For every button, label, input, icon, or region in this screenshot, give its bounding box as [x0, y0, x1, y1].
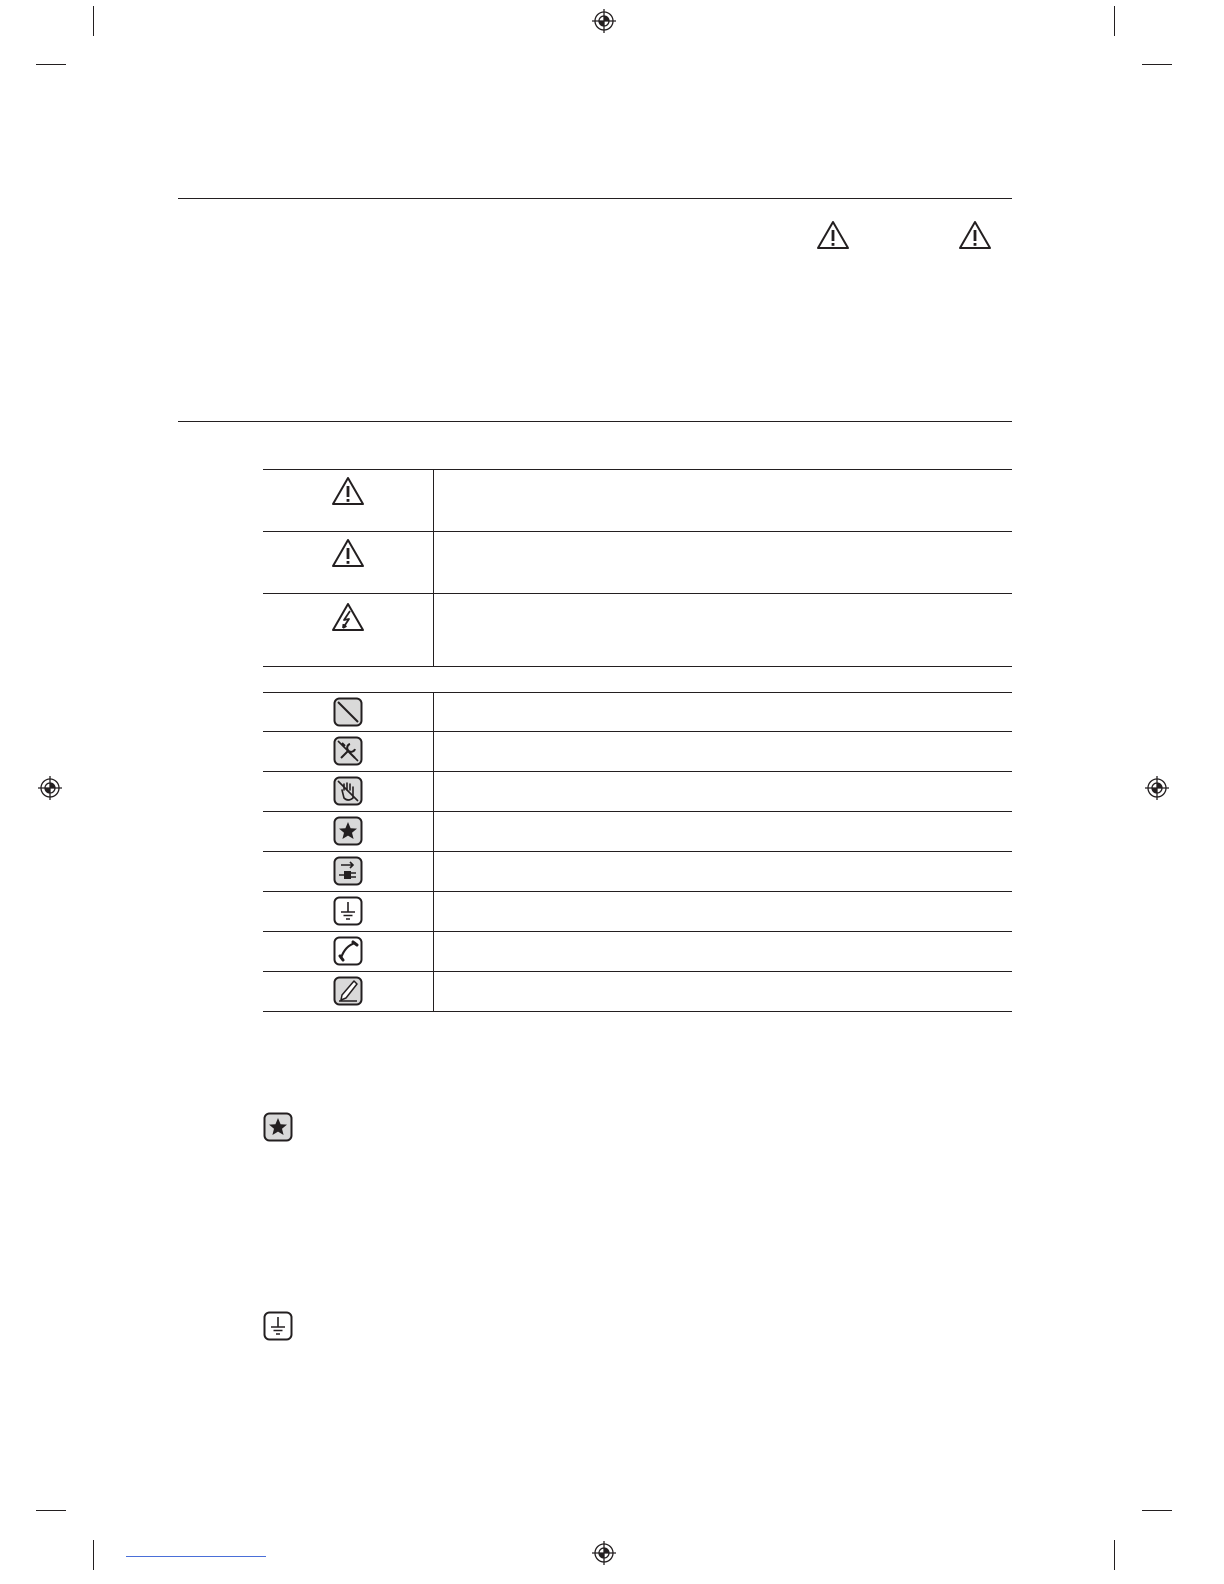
table-cell-icon [263, 932, 434, 972]
table-cell-text [434, 852, 1012, 892]
follow-instructions-star-icon [333, 816, 363, 846]
hazard-symbol-table [263, 469, 1012, 666]
table-cell-text [434, 732, 1012, 772]
table-cell-text [434, 972, 1012, 1011]
warning-triangle-icon [331, 476, 365, 506]
table-row [263, 531, 1012, 594]
table-row [263, 971, 1012, 1012]
table-cell-text [434, 470, 1012, 532]
follow-instructions-star-icon [263, 1112, 293, 1142]
note-icon [333, 976, 363, 1006]
table-cell-icon [263, 594, 434, 666]
table-cell-icon [263, 972, 434, 1011]
registration-mark-icon [37, 775, 63, 801]
registration-mark-icon [591, 8, 617, 34]
section-divider-top [178, 198, 1012, 199]
table-cell-icon [263, 812, 434, 852]
table-row [263, 891, 1012, 932]
contact-service-icon [333, 936, 363, 966]
section-divider-middle [178, 421, 1012, 422]
crop-mark-top-right-vertical [1114, 6, 1115, 36]
crop-mark-bottom-left-vertical [93, 1540, 94, 1570]
table-row [263, 692, 1012, 732]
table-cell-icon [263, 772, 434, 812]
crop-mark-top-right-horizontal [1142, 64, 1172, 65]
table-cell-text [434, 532, 1012, 594]
crop-mark-bottom-right-horizontal [1142, 1510, 1172, 1511]
table-cell-text [434, 892, 1012, 932]
table-row [263, 851, 1012, 892]
prohibited-icon [333, 697, 363, 727]
table-cell-text [434, 772, 1012, 812]
do-not-touch-icon [333, 776, 363, 806]
table-cell-text [434, 594, 1012, 666]
caution-triangle-icon [331, 538, 365, 568]
table-cell-text [434, 812, 1012, 852]
table-row [263, 771, 1012, 812]
crop-mark-top-left-vertical [93, 6, 94, 36]
table-cell-icon [263, 693, 434, 732]
do-not-disassemble-icon [333, 736, 363, 766]
table-row [263, 731, 1012, 772]
warning-triangle-icon [816, 220, 850, 250]
registration-mark-icon [591, 1540, 617, 1566]
table-row [263, 931, 1012, 972]
table-cell-icon [263, 892, 434, 932]
crop-mark-bottom-right-vertical [1114, 1540, 1115, 1570]
table-cell-icon [263, 732, 434, 772]
instruction-symbol-table [263, 692, 1012, 1010]
table-cell-icon [263, 852, 434, 892]
ground-icon [333, 896, 363, 926]
caution-triangle-icon [958, 220, 992, 250]
ground-icon [263, 1311, 293, 1341]
table-cell-icon [263, 470, 434, 532]
table-row [263, 811, 1012, 852]
table-cell-text [434, 693, 1012, 732]
electric-shock-triangle-icon [331, 602, 365, 632]
crop-mark-top-left-horizontal [36, 64, 66, 65]
registration-mark-icon [1144, 775, 1170, 801]
crop-mark-bottom-left-horizontal [36, 1510, 66, 1511]
table-row [263, 469, 1012, 532]
table-row [263, 593, 1012, 667]
footer-link-underline [126, 1556, 266, 1557]
table-cell-text [434, 932, 1012, 972]
table-cell-icon [263, 532, 434, 594]
unplug-power-icon [333, 856, 363, 886]
